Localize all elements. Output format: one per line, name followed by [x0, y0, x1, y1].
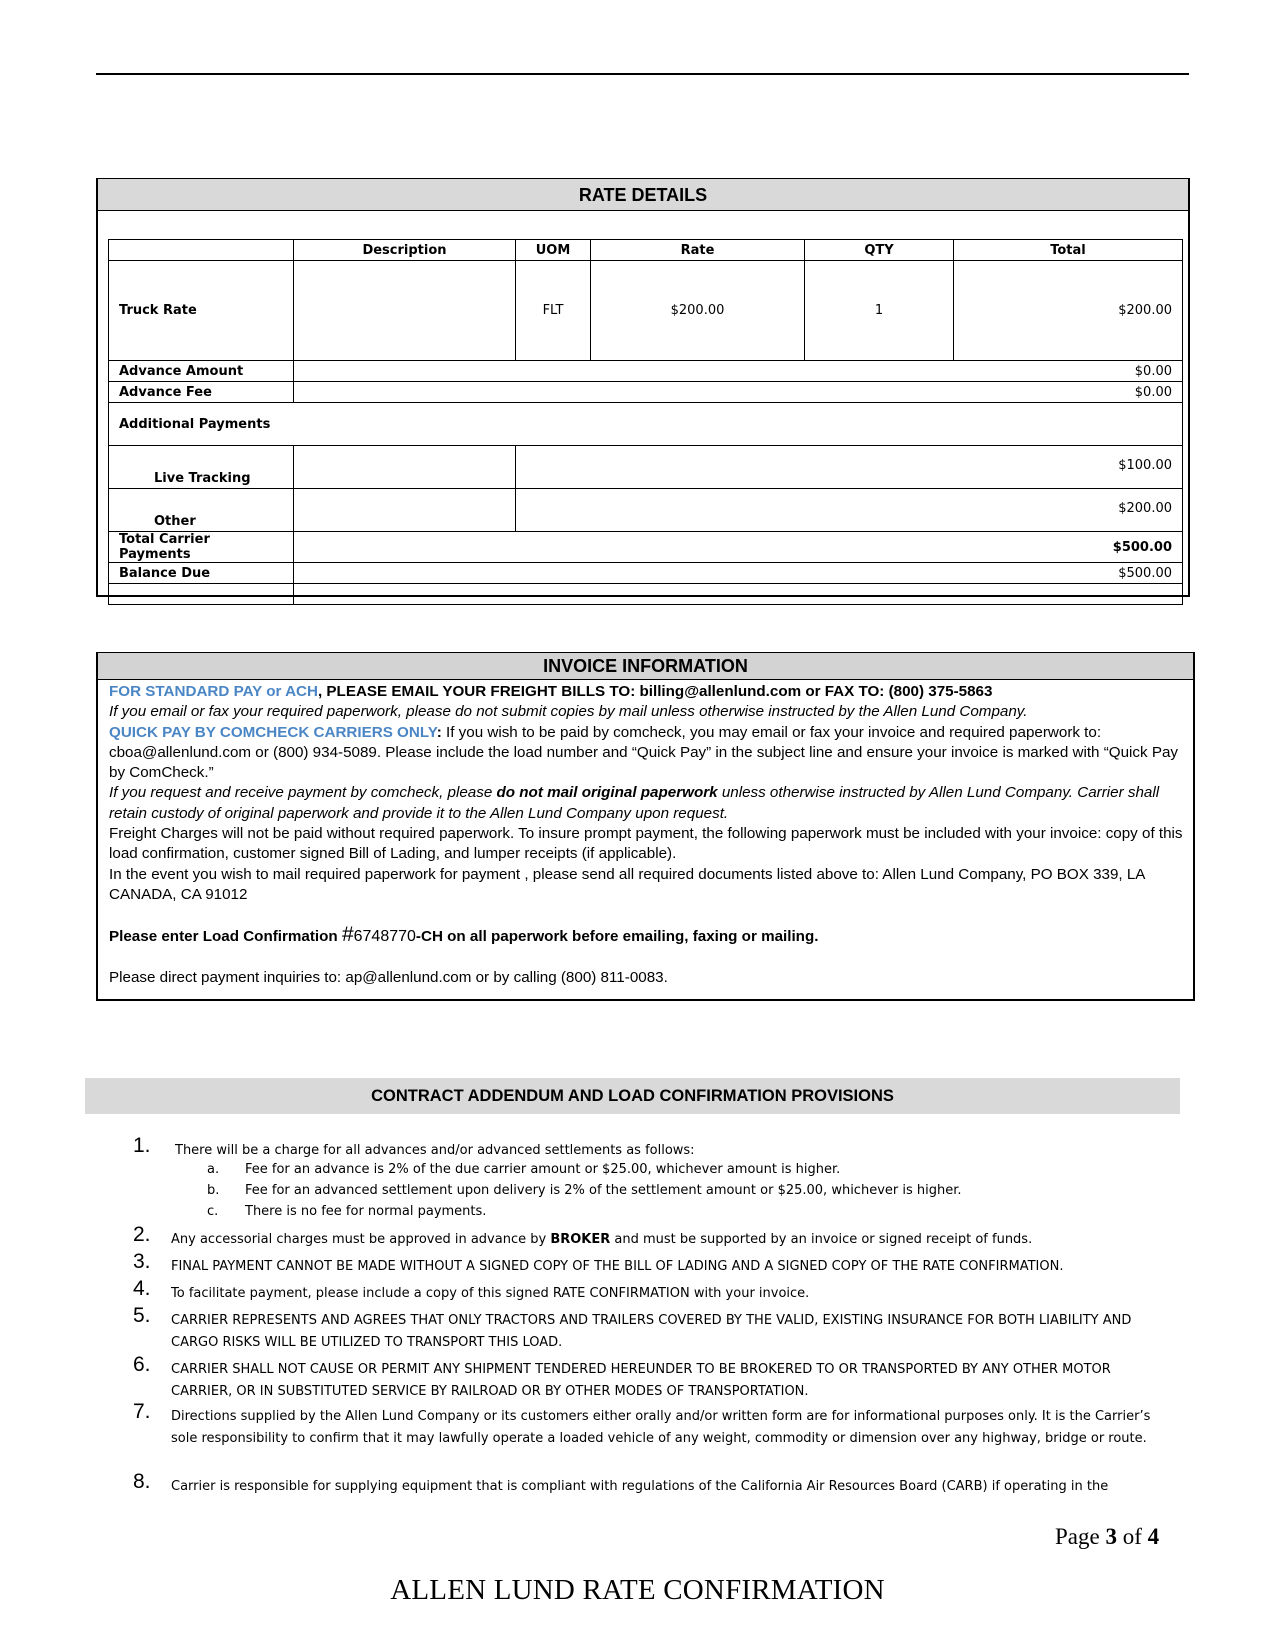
balance-due-label: Balance Due — [109, 563, 294, 584]
do-not-mail-emphasis: do not mail original paperwork — [496, 784, 718, 802]
addendum-title: CONTRACT ADDENDUM AND LOAD CONFIRMATION PROVISIONS — [85, 1078, 1180, 1114]
load-confirmation-line: Please enter Load Confirmation #6748770-CH on all paperwork before emailing, faxing or mailing. — [109, 923, 819, 947]
rate-details-title: RATE DETAILS — [98, 179, 1188, 211]
top-divider — [96, 73, 1189, 75]
standard-pay-instructions: , PLEASE EMAIL YOUR FREIGHT BILLS TO: billing@allenlund.com or FAX TO: (800) 375-5863 — [317, 683, 993, 700]
quick-pay-instructions: If you wish to be paid by comcheck, you may email or fax your invoice and required paperwork to: cboa@allenlund.com or (800) 934-5089. Please include the load number and “Quick Pay” in the subject line and ensure your invoice is marked with “Quick Pay by ComCheck.” — [109, 723, 1178, 782]
truck-rate-total: $200.00 — [954, 261, 1183, 361]
truck-rate-rate: $200.00 — [591, 261, 805, 361]
truck-rate-label: Truck Rate — [109, 261, 294, 361]
additional-payments-label: Additional Payments — [109, 403, 1183, 446]
col-header-qty: QTY — [805, 240, 954, 261]
other-value: $200.00 — [516, 489, 1183, 532]
advance-amount-row — [109, 361, 1183, 382]
live-tracking-label: Live Tracking — [109, 446, 294, 489]
advance-fee-row — [109, 382, 1183, 403]
col-header-total: Total — [954, 240, 1183, 261]
rate-details-section — [96, 178, 1190, 597]
advance-fee-value: $0.00 — [294, 382, 1183, 403]
no-mail-note: If you email or fax your required paperwork, please do not submit copies by mail unless otherwise instructed by the Allen Lund Company. — [109, 703, 1028, 721]
standard-pay-line — [109, 682, 1183, 702]
invoice-information-body — [98, 680, 1193, 988]
freight-charges-note: Freight Charges will not be paid without required paperwork. To insure prompt payment, the following paperwork must be included with your invoice: copy of this load confirmation, customer signed Bill of Lading, and lumper receipts (if applicable). — [109, 825, 1183, 863]
live-tracking-row — [109, 446, 1183, 489]
advance-amount-value: $0.00 — [294, 361, 1183, 382]
standard-pay-label: FOR STANDARD PAY or ACH — [109, 683, 318, 700]
truck-rate-description — [294, 261, 516, 361]
comcheck-note: If you request and receive payment by comcheck, please do not mail original paperwork unless otherwise instructed by Allen Lund Company. Carrier shall retain custody of original paperwork and provide it to the Allen Lund Company upon request. — [109, 784, 1160, 822]
truck-rate-row — [109, 261, 1183, 361]
other-label: Other — [109, 489, 294, 532]
invoice-information-section — [96, 652, 1195, 1001]
footer-title: ALLEN LUND RATE CONFIRMATION — [390, 1574, 885, 1606]
page-number: Page 3 of 4 — [1055, 1524, 1160, 1549]
other-row — [109, 489, 1183, 532]
mail-address-note: In the event you wish to mail required paperwork for payment , please send all required documents listed above to: Allen Lund Company, PO BOX 339, LA CANADA, CA 91012 — [109, 865, 1145, 903]
truck-rate-uom: FLT — [516, 261, 591, 361]
empty-row — [109, 584, 1183, 605]
col-header-uom: UOM — [516, 240, 591, 261]
load-confirmation-number: 6748770 — [353, 928, 416, 946]
total-carrier-payments-row — [109, 532, 1183, 563]
advance-amount-label: Advance Amount — [109, 361, 294, 382]
payment-inquiries-line: Please direct payment inquiries to: ap@allenlund.com or by calling (800) 811-0083. — [109, 968, 668, 986]
total-carrier-payments-label: Total Carrier Payments — [109, 532, 294, 563]
rate-details-table — [108, 239, 1183, 605]
live-tracking-value: $100.00 — [516, 446, 1183, 489]
quick-pay-paragraph: QUICK PAY BY COMCHECK CARRIERS ONLY: If you wish to be paid by comcheck, you may email or fax your invoice and required paperwork to: cboa@allenlund.com or (800) 934-5089. Please include the load number and “Quick Pay” in the subject line and ensure your invoice is marked with “Quick Pay by ComCheck.” — [109, 723, 1178, 782]
additional-payments-row — [109, 403, 1183, 446]
advance-fee-label: Advance Fee — [109, 382, 294, 403]
truck-rate-qty: 1 — [805, 261, 954, 361]
invoice-information-title: INVOICE INFORMATION — [98, 653, 1193, 680]
col-header-rate: Rate — [591, 240, 805, 261]
rate-table-header-row — [109, 240, 1183, 261]
total-carrier-payments-value: $500.00 — [294, 532, 1183, 563]
quick-pay-label: QUICK PAY BY COMCHECK CARRIERS ONLY — [109, 723, 437, 741]
balance-due-row — [109, 563, 1183, 584]
balance-due-value: $500.00 — [294, 563, 1183, 584]
col-header-description: Description — [294, 240, 516, 261]
